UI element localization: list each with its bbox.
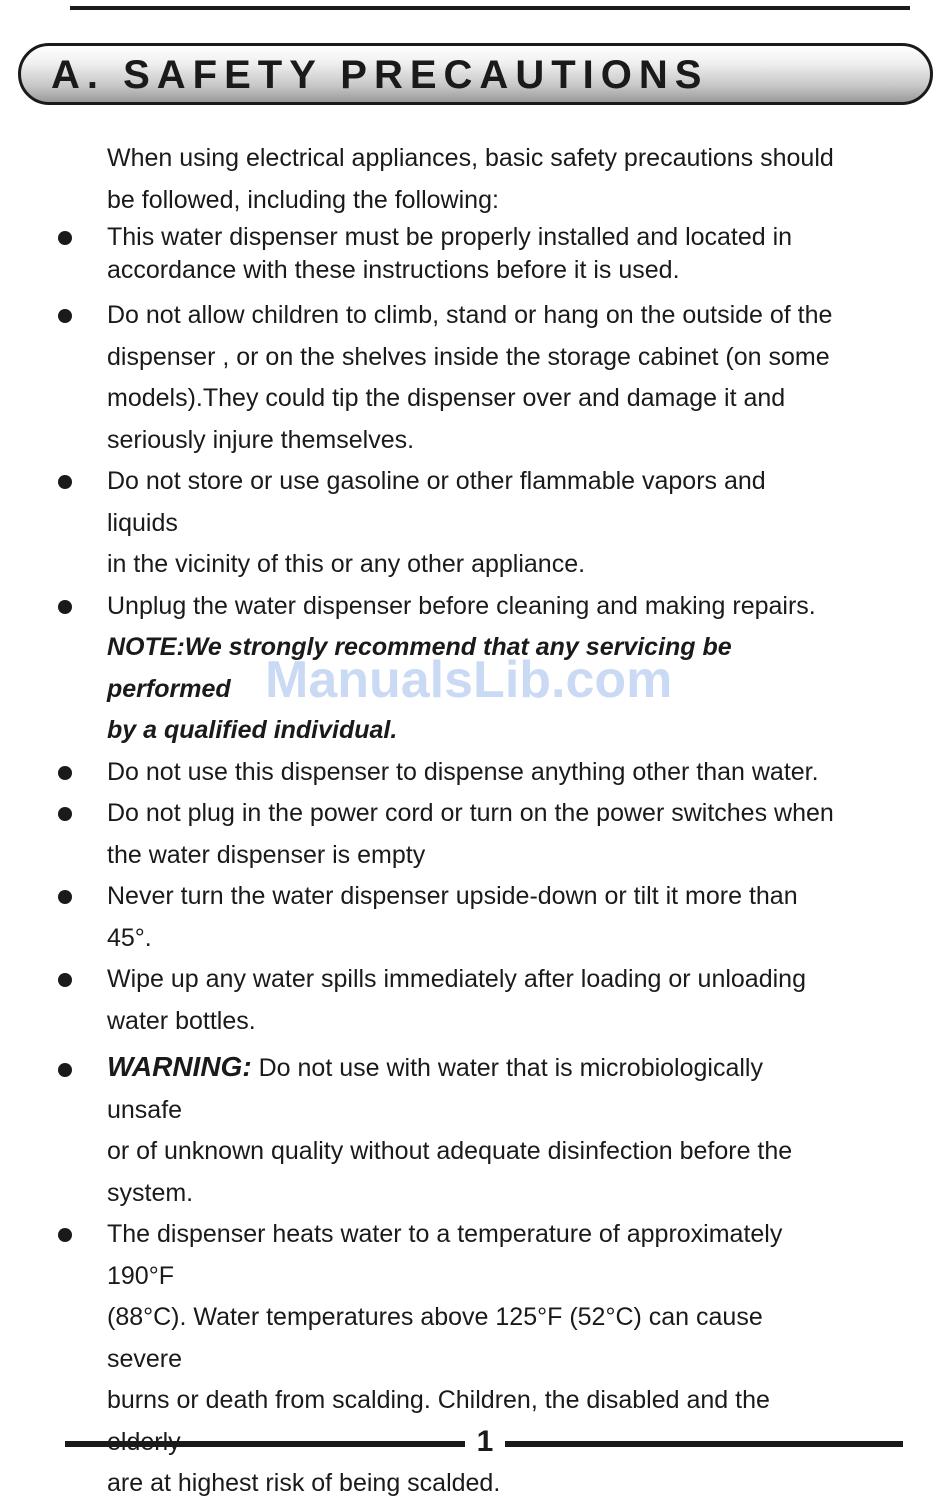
list-item <box>0 876 843 959</box>
watermark: ManualsLib.com <box>265 651 673 709</box>
bullet-icon <box>58 766 72 780</box>
bullet-icon <box>58 231 72 245</box>
list-item-text: Unplug the water dispenser before cleaning and making repairs. <box>107 591 816 620</box>
list-item-text: Do not store or use gasoline or other flammable vapors and liquids in the vicinity of this or any other appliance. <box>107 467 766 578</box>
bullet-icon <box>58 475 72 489</box>
footer-rule-left <box>65 1441 465 1447</box>
list-item-text: Do not use this dispenser to dispense anything other than water. <box>107 757 819 786</box>
intro-paragraph: When using electrical appliances, basic safety precautions should be followed, including the following: <box>107 144 834 214</box>
bullet-icon <box>58 973 72 987</box>
list-item-text: This water dispenser must be properly installed and located in accordance with these instructions before it is used. <box>107 223 793 284</box>
list-item <box>0 221 843 287</box>
section-header-banner <box>18 43 933 105</box>
bullet-icon <box>58 600 72 614</box>
warning-text: Do not use with water that is microbiologically unsafe or of unknown quality without adequate disinfection before the system. <box>107 1054 793 1207</box>
list-item-text: Wipe up any water spills immediately after loading or unloading water bottles. <box>107 965 806 1035</box>
list-item-warning <box>0 1046 843 1214</box>
list-item <box>0 1214 843 1505</box>
warning-label: WARNING: <box>107 1051 252 1082</box>
list-item-text: The dispenser heats water to a temperature of approximately 190°F (88°C). Water temperatures above 125°F (52°C) can cause severe burns or death from scalding. Children, the disabled and the are at highest risk of being scalded. <box>107 1220 783 1497</box>
section-title: A. SAFETY PRECAUTIONS <box>51 53 709 97</box>
list-item-text: Never turn the water dispenser upside-down or tilt it more than 45°. <box>107 882 798 952</box>
list-item <box>0 461 843 586</box>
list-item-text <box>107 1046 843 1214</box>
list-item <box>0 752 843 794</box>
bullet-icon <box>58 1063 72 1077</box>
list-item <box>0 959 843 1042</box>
bullet-icon <box>58 807 72 821</box>
bullet-icon <box>58 890 72 904</box>
list-item <box>0 295 843 461</box>
list-item <box>0 586 843 752</box>
top-rule <box>70 6 910 10</box>
list-item <box>0 793 843 876</box>
footer-rule-right <box>505 1441 903 1447</box>
page-number: 1 <box>476 1425 494 1458</box>
safety-content <box>0 138 950 1505</box>
bullet-icon <box>58 309 72 323</box>
list-item-text: Do not plug in the power cord or turn on the power switches when the water dispenser is empty <box>107 799 834 869</box>
list-item-text: Do not allow children to climb, stand or hang on the outside of the dispenser , or on the shelves inside the storage cabinet (on some models).They could tip the dispenser over and damage it and seriously injure themselves. <box>107 301 833 454</box>
bullet-icon <box>58 1228 72 1242</box>
service-note: NOTE:We strongly recommend that any servicing be performed by a qualified individual. <box>107 633 732 744</box>
